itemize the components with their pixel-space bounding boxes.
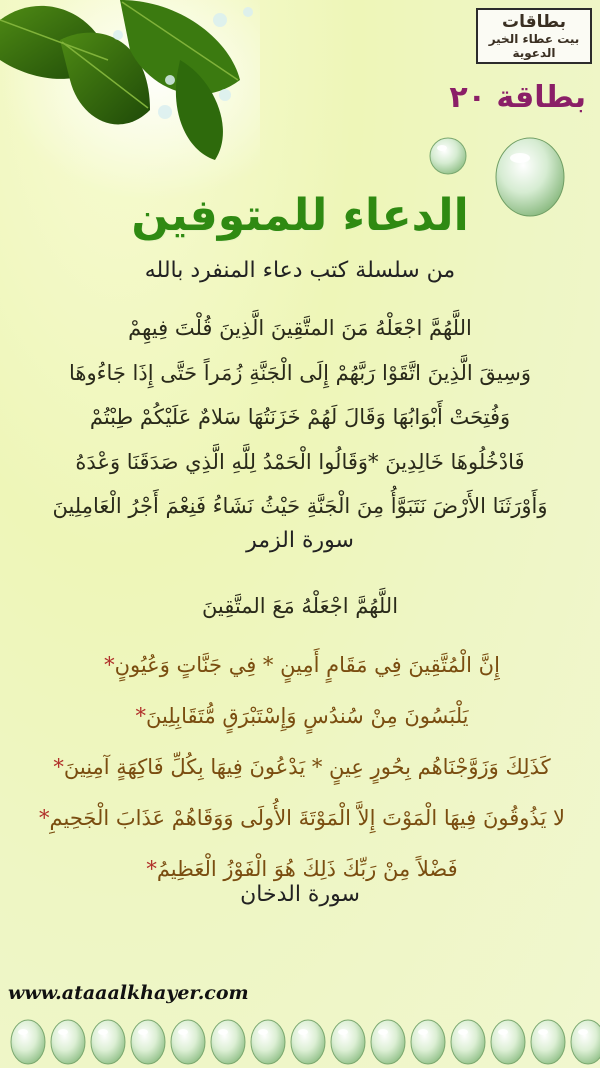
verse-text: يَلْبَسُونَ مِنْ سُندُسٍ وَإِسْتَبْرَقٍ مُّتَقَابِلِينَ [145,704,469,728]
water-drop-icon [251,1020,285,1064]
water-drop-highlight [378,1029,388,1035]
verse-end-marker: * [104,653,115,677]
water-drop-highlight [578,1029,588,1035]
water-drop-icon [531,1020,565,1064]
verse-text: كَذَلِكَ وَزَوَّجْنَاهُم بِحُورٍ عِينٍ * يَدْعُونَ فِيهَا بِكُلِّ فَاكِهَةٍ آمِنِينَ [63,755,551,779]
leaves-decoration-icon [0,0,260,200]
water-drop-icon [211,1020,245,1064]
verse-text: لا يَذُوقُونَ فِيهَا الْمَوْتَ إِلاَّ الْمَوْتَةَ الأُولَى وَوَقَاهُمْ عَذَابَ الْجَحِيمِ [49,806,565,830]
water-drop-highlight [338,1029,348,1035]
website-link[interactable]: www.ataaalkhayer.com [8,982,249,1004]
verse-line: اللَّهُمَّ اجْعَلْهُ مَنَ المتَّقِينَ الَّذِينَ قُلْتَ فِيهِمْ [128,316,472,340]
water-drop-highlight [538,1029,548,1035]
section1-verses [10,306,590,529]
verse-line: وَسِيقَ الَّذِينَ اتَّقَوْا رَبَّهُمْ إِلَى الْجَنَّةِ زُمَراً حَتَّى إِذَا جَاءُوهَا [68,360,532,385]
logo-line-2: بيت عطاء الخير [488,32,580,46]
water-drops-row [0,1010,600,1068]
section2-heading: اللَّهُمَّ اجْعَلْهُ مَعَ المتَّقِينَ [201,594,399,618]
water-drop-highlight [458,1029,468,1035]
logo-line-3: الدعوية [512,46,556,60]
water-drop-icon [291,1020,325,1064]
water-drop-icon [491,1020,525,1064]
water-drop-highlight [178,1029,188,1035]
verse-end-marker: * [53,755,64,779]
water-drop-icon [428,136,468,176]
water-drop-highlight [298,1029,308,1035]
verse-text: فَضْلاً مِنْ رَبِّكَ ذَلِكَ هُوَ الْفَوْزُ الْعَظِيمُ [156,857,458,881]
verse-end-marker: * [146,857,157,881]
verse-line: وَفُتِحَتْ أَبْوَابُهَا وَقَالَ لَهُمْ خَزَنَتُهَا سَلامٌ عَلَيْكُمْ طِبْتُمْ [89,405,511,429]
water-drop-icon [51,1020,85,1064]
surah-name: سورة الزمر [246,528,354,553]
card-number: بطاقة ٢٠ [449,80,586,115]
water-drop-icon [11,1020,45,1064]
water-drop-icon [451,1020,485,1064]
water-drop-highlight [58,1029,68,1035]
water-drop-highlight [218,1029,228,1035]
water-drop-icon [91,1020,125,1064]
verse-end-marker: * [39,806,50,830]
verse-line [10,742,590,793]
section2-verses [10,640,590,895]
verse-line [10,793,590,844]
surah-name: سورة الدخان [240,882,360,907]
water-drop-highlight [258,1029,268,1035]
page-title: الدعاء للمتوفين [131,190,469,241]
water-drop-icon [371,1020,405,1064]
water-drop-highlight [138,1029,148,1035]
water-drop-highlight [18,1029,28,1035]
logo-line-1: بطاقات [502,12,566,32]
water-drop-icon [411,1020,445,1064]
water-drop-icon [571,1020,600,1064]
water-drop-icon [171,1020,205,1064]
verse-text: إِنَّ الْمُتَّقِينَ فِي مَقَامٍ أَمِينٍ * فِي جَنَّاتٍ وَعُيُونٍ [114,653,500,677]
site-logo [476,8,592,64]
subtitle: من سلسلة كتب دعاء المنفرد بالله [144,258,456,283]
verse-line [10,691,590,742]
water-drop-highlight [498,1029,508,1035]
water-drop-highlight [98,1029,108,1035]
water-drop-icon [331,1020,365,1064]
water-drop-icon [131,1020,165,1064]
water-drop-highlight [418,1029,428,1035]
verse-end-marker: * [135,704,146,728]
verse-line: وَأَوْرَثَنَا الأَرْضَ نَتَبَوَّأُ مِنَ الْجَنَّةِ حَيْثُ نَشَاءُ فَنِعْمَ أَجْرُ الْعَامِلِينَ [52,494,548,518]
verse-line: فَادْخُلُوهَا خَالِدِينَ *وَقَالُوا الْحَمْدُ لِلَّهِ الَّذِي صَدَقَنَا وَعْدَهُ [75,449,525,474]
verse-line [10,640,590,691]
